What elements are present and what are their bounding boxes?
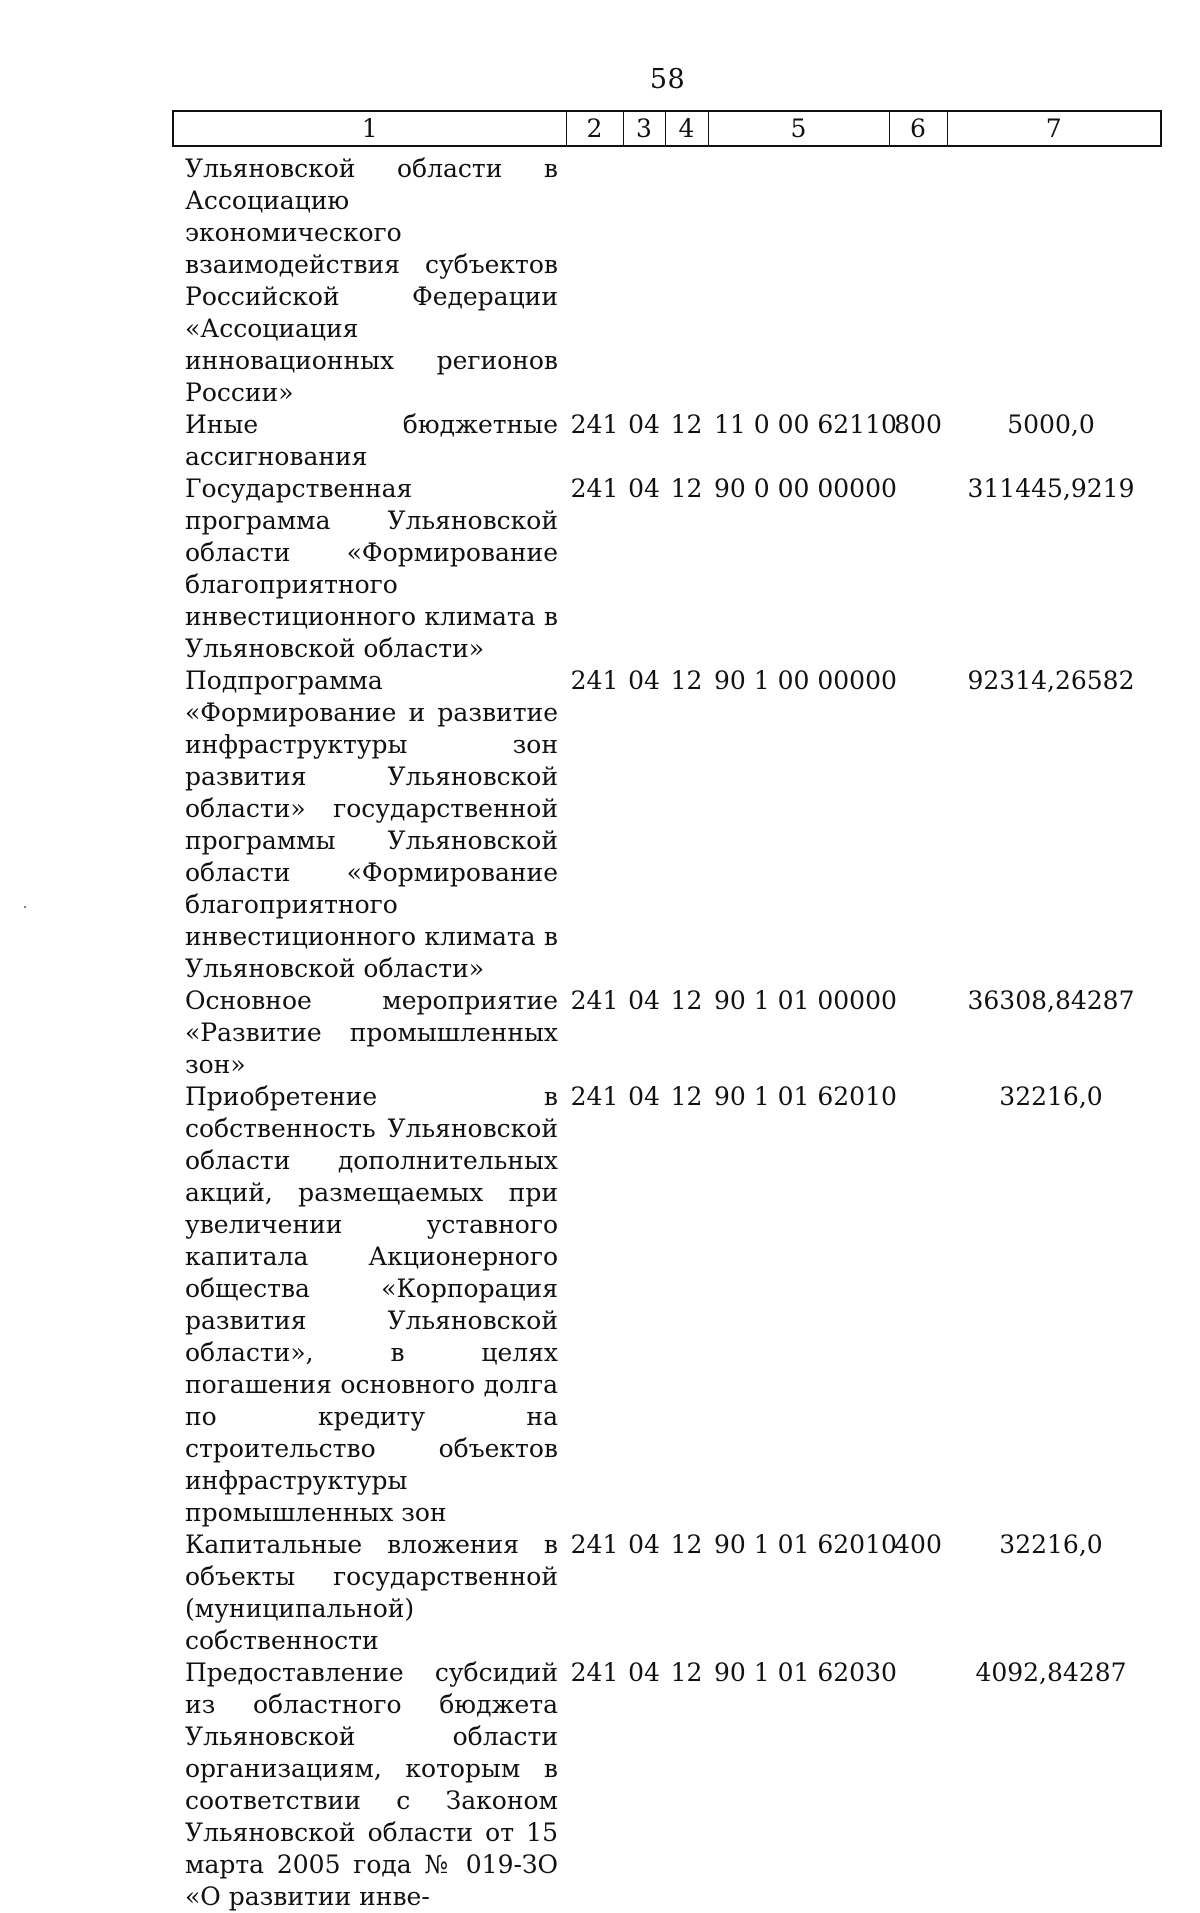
row-subsection: 12 xyxy=(670,474,703,503)
row-name: Ульяновской области в Ассоциацию экономического взаимодействия субъектов Российской Федерации «Ассоциация инновационных регионов России» xyxy=(185,154,558,407)
row-subsection: 12 xyxy=(670,666,703,695)
row-target-article: 90 1 01 00000 xyxy=(714,986,897,1015)
row-section: 04 xyxy=(628,474,660,503)
row-name: Государственная программа Ульяновской области «Формирование благоприятного инвестиционного климата в Ульяновской области» xyxy=(185,474,558,663)
table-row xyxy=(173,146,1161,409)
row-name: Предоставление субсидий из областного бюджета Ульяновской области организациям, которым в соответствии с Законом Ульяновской области от 15 марта 2005 года № 019-ЗО «О развитии инве- xyxy=(185,1658,558,1911)
row-amount: 32216,0 xyxy=(999,1082,1103,1111)
table-row xyxy=(173,1529,1161,1657)
row-subsection: 12 xyxy=(670,1530,703,1559)
table-row xyxy=(173,473,1161,665)
row-section: 04 xyxy=(628,1658,660,1687)
header-col-5: 5 xyxy=(708,111,889,146)
row-expense-type: 400 xyxy=(894,1530,942,1559)
row-section: 04 xyxy=(628,410,660,439)
table-row xyxy=(173,1081,1161,1529)
header-col-7: 7 xyxy=(947,111,1161,146)
row-section xyxy=(623,146,665,409)
row-expense-type xyxy=(889,146,947,409)
row-section: 04 xyxy=(628,1530,660,1559)
table-row xyxy=(173,409,1161,473)
row-expense-type xyxy=(889,473,947,665)
row-admin-code: 241 xyxy=(570,1658,619,1687)
row-subsection: 12 xyxy=(670,986,703,1015)
table-header xyxy=(173,111,1161,146)
row-subsection xyxy=(665,146,708,409)
row-name: Основное мероприятие «Развитие промышленных зон» xyxy=(185,986,558,1079)
header-col-4: 4 xyxy=(665,111,708,146)
row-name: Подпрограмма «Формирование и развитие инфраструктуры зон развития Ульяновской области» государственной программы Ульяновской области «Формирование благоприятного инвестиционного климата в Ульяновской области» xyxy=(185,666,558,983)
row-amount: 4092,84287 xyxy=(975,1658,1127,1687)
row-admin-code: 241 xyxy=(570,986,619,1015)
header-col-2: 2 xyxy=(566,111,623,146)
row-subsection: 12 xyxy=(670,410,703,439)
row-expense-type xyxy=(889,1081,947,1529)
row-name: Приобретение в собственность Ульяновской области дополнительных акций, размещаемых при увеличении уставного капитала Акционерного общества «Корпорация развития Ульяновской области», в целях погашения основного долга по кредиту на строительство объектов инфраструктуры промышленных зон xyxy=(185,1082,558,1527)
row-admin-code xyxy=(566,146,623,409)
row-amount: 32216,0 xyxy=(999,1530,1103,1559)
row-name: Иные бюджетные ассигнования xyxy=(185,410,558,471)
row-amount xyxy=(947,146,1161,409)
budget-table xyxy=(172,110,1162,1913)
table-row xyxy=(173,1657,1161,1913)
scan-speck xyxy=(24,906,26,908)
row-target-article: 90 0 00 00000 xyxy=(714,474,897,503)
header-col-3: 3 xyxy=(623,111,665,146)
row-section: 04 xyxy=(628,666,660,695)
row-subsection: 12 xyxy=(670,1658,703,1687)
header-col-6: 6 xyxy=(889,111,947,146)
row-admin-code: 241 xyxy=(570,410,619,439)
table-row xyxy=(173,665,1161,985)
row-target-article: 90 1 01 62010 xyxy=(714,1530,897,1559)
row-admin-code: 241 xyxy=(570,1530,619,1559)
row-expense-type xyxy=(889,665,947,985)
row-subsection: 12 xyxy=(670,1082,703,1111)
row-expense-type xyxy=(889,985,947,1081)
row-amount: 311445,9219 xyxy=(967,474,1135,503)
row-target-article xyxy=(708,146,889,409)
row-section: 04 xyxy=(628,986,660,1015)
row-amount: 5000,0 xyxy=(1007,410,1095,439)
row-admin-code: 241 xyxy=(570,666,619,695)
row-amount: 36308,84287 xyxy=(967,986,1135,1015)
row-target-article: 90 1 01 62010 xyxy=(714,1082,897,1111)
row-admin-code: 241 xyxy=(570,1082,619,1111)
header-col-1: 1 xyxy=(173,111,566,146)
row-expense-type xyxy=(889,1657,947,1913)
table-row xyxy=(173,985,1161,1081)
row-section: 04 xyxy=(628,1082,660,1111)
row-expense-type: 800 xyxy=(894,410,942,439)
row-target-article: 11 0 00 62110 xyxy=(714,410,897,439)
row-admin-code: 241 xyxy=(570,474,619,503)
row-target-article: 90 1 00 00000 xyxy=(714,666,897,695)
row-amount: 92314,26582 xyxy=(967,666,1135,695)
row-name: Капитальные вложения в объекты государственной (муниципальной) собственности xyxy=(185,1530,558,1655)
page-number: 58 xyxy=(649,64,686,95)
row-target-article: 90 1 01 62030 xyxy=(714,1658,897,1687)
